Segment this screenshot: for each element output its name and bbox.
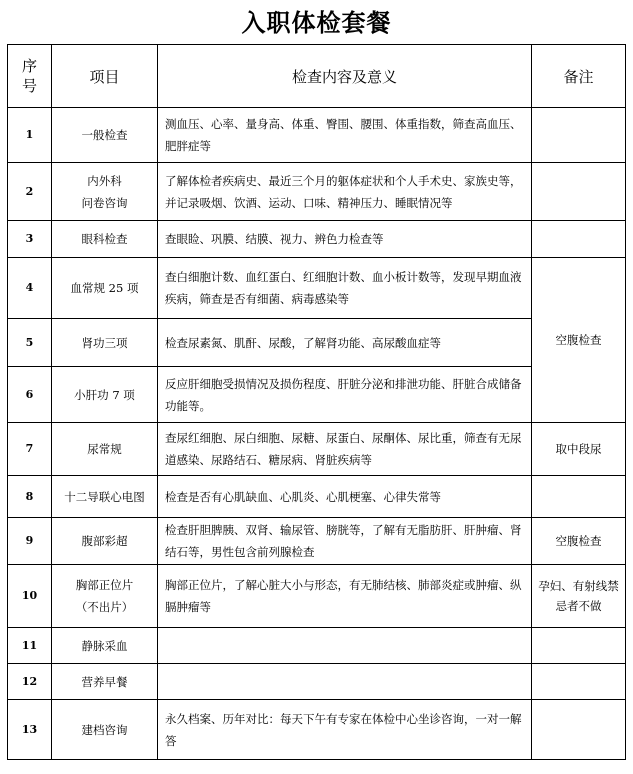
row-number: 3 bbox=[8, 221, 52, 258]
row-note-urine: 取中段尿 bbox=[532, 423, 626, 476]
table-row bbox=[8, 565, 626, 628]
header-seq-line1: 序 bbox=[21, 57, 37, 75]
header-seq bbox=[8, 45, 52, 108]
row-content: 了解体检者疾病史、最近三个月的躯体症状和个人手术史、家族史等，并记录吸烟、饮酒、运动、口味、精神压力、睡眠情况等 bbox=[158, 163, 532, 221]
row-note bbox=[532, 664, 626, 700]
row-item: 十二导联心电图 bbox=[52, 476, 158, 518]
row-item-line: （不出片） bbox=[75, 600, 134, 614]
row-number: 1 bbox=[8, 108, 52, 163]
row-content bbox=[158, 664, 532, 700]
row-content: 查眼睑、巩膜、结膜、视力、辨色力检查等 bbox=[158, 221, 532, 258]
row-number: 7 bbox=[8, 423, 52, 476]
row-item: 静脉采血 bbox=[52, 628, 158, 664]
table-row bbox=[8, 258, 626, 319]
table-row bbox=[8, 518, 626, 565]
row-content: 永久档案、历年对比：每天下午有专家在体检中心坐诊咨询，一对一解答 bbox=[158, 700, 532, 760]
table-row bbox=[8, 700, 626, 760]
table-row bbox=[8, 108, 626, 163]
table-row bbox=[8, 221, 626, 258]
table-row bbox=[8, 628, 626, 664]
row-content: 检查肝胆脾胰、双肾、输尿管、膀胱等，了解有无脂肪肝、肝肿瘤、肾结石等，男性包含前列腺检查 bbox=[158, 518, 532, 565]
row-number: 5 bbox=[8, 319, 52, 367]
row-content: 胸部正位片，了解心脏大小与形态，有无肺结核、肺部炎症或肿瘤、纵膈肿瘤等 bbox=[158, 565, 532, 628]
row-item: 肾功三项 bbox=[52, 319, 158, 367]
header-note: 备注 bbox=[532, 45, 626, 108]
row-item: 一般检查 bbox=[52, 108, 158, 163]
row-note bbox=[532, 700, 626, 760]
row-number: 9 bbox=[8, 518, 52, 565]
row-item: 小肝功 7 项 bbox=[52, 367, 158, 423]
row-number: 13 bbox=[8, 700, 52, 760]
row-content: 反应肝细胞受损情况及损伤程度、肝脏分泌和排泄功能、肝脏合成储备功能等。 bbox=[158, 367, 532, 423]
row-number: 4 bbox=[8, 258, 52, 319]
row-item: 腹部彩超 bbox=[52, 518, 158, 565]
header-item: 项目 bbox=[52, 45, 158, 108]
row-item-line: 胸部正位片 bbox=[75, 578, 134, 592]
row-number: 2 bbox=[8, 163, 52, 221]
row-note-fasting-9: 空腹检查 bbox=[532, 518, 626, 565]
row-number: 11 bbox=[8, 628, 52, 664]
row-number: 6 bbox=[8, 367, 52, 423]
row-content: 检查尿素氮、肌酐、尿酸，了解肾功能、高尿酸血症等 bbox=[158, 319, 532, 367]
row-item: 尿常规 bbox=[52, 423, 158, 476]
row-item: 眼科检查 bbox=[52, 221, 158, 258]
row-note bbox=[532, 221, 626, 258]
row-note bbox=[532, 628, 626, 664]
table-row bbox=[8, 664, 626, 700]
row-content bbox=[158, 628, 532, 664]
row-item-line: 问卷咨询 bbox=[81, 195, 128, 210]
row-item: 血常规 25 项 bbox=[52, 258, 158, 319]
row-item-line: 内外科 bbox=[87, 173, 122, 188]
row-note bbox=[532, 108, 626, 163]
checkup-table bbox=[7, 44, 626, 760]
header-content: 检查内容及意义 bbox=[158, 45, 532, 108]
table-row bbox=[8, 423, 626, 476]
table-row bbox=[8, 476, 626, 518]
row-item: 营养早餐 bbox=[52, 664, 158, 700]
row-number: 8 bbox=[8, 476, 52, 518]
row-note bbox=[532, 163, 626, 221]
row-item bbox=[52, 565, 158, 628]
page-title: 入职体检套餐 bbox=[241, 9, 392, 37]
row-content: 测血压、心率、量身高、体重、臀围、腰围、体重指数，筛查高血压、肥胖症等 bbox=[158, 108, 532, 163]
table-row bbox=[8, 163, 626, 221]
row-number: 12 bbox=[8, 664, 52, 700]
row-content: 检查是否有心肌缺血、心肌炎、心肌梗塞、心律失常等 bbox=[158, 476, 532, 518]
row-note-xray: 孕妇、有射线禁忌者不做 bbox=[532, 565, 626, 628]
row-content: 查尿红细胞、尿白细胞、尿糖、尿蛋白、尿酮体、尿比重，筛查有无尿道感染、尿路结石、糖尿病、肾脏疾病等 bbox=[158, 423, 532, 476]
row-content: 查白细胞计数、血红蛋白、红细胞计数、血小板计数等，发现早期血液疾病，筛查是否有细菌、病毒感染等 bbox=[158, 258, 532, 319]
row-note bbox=[532, 476, 626, 518]
row-item bbox=[52, 163, 158, 221]
row-item: 建档咨询 bbox=[52, 700, 158, 760]
table-header-row bbox=[8, 45, 626, 108]
row-number: 10 bbox=[8, 565, 52, 628]
header-seq-line2: 号 bbox=[21, 77, 37, 95]
row-note-fasting: 空腹检查 bbox=[532, 258, 626, 423]
